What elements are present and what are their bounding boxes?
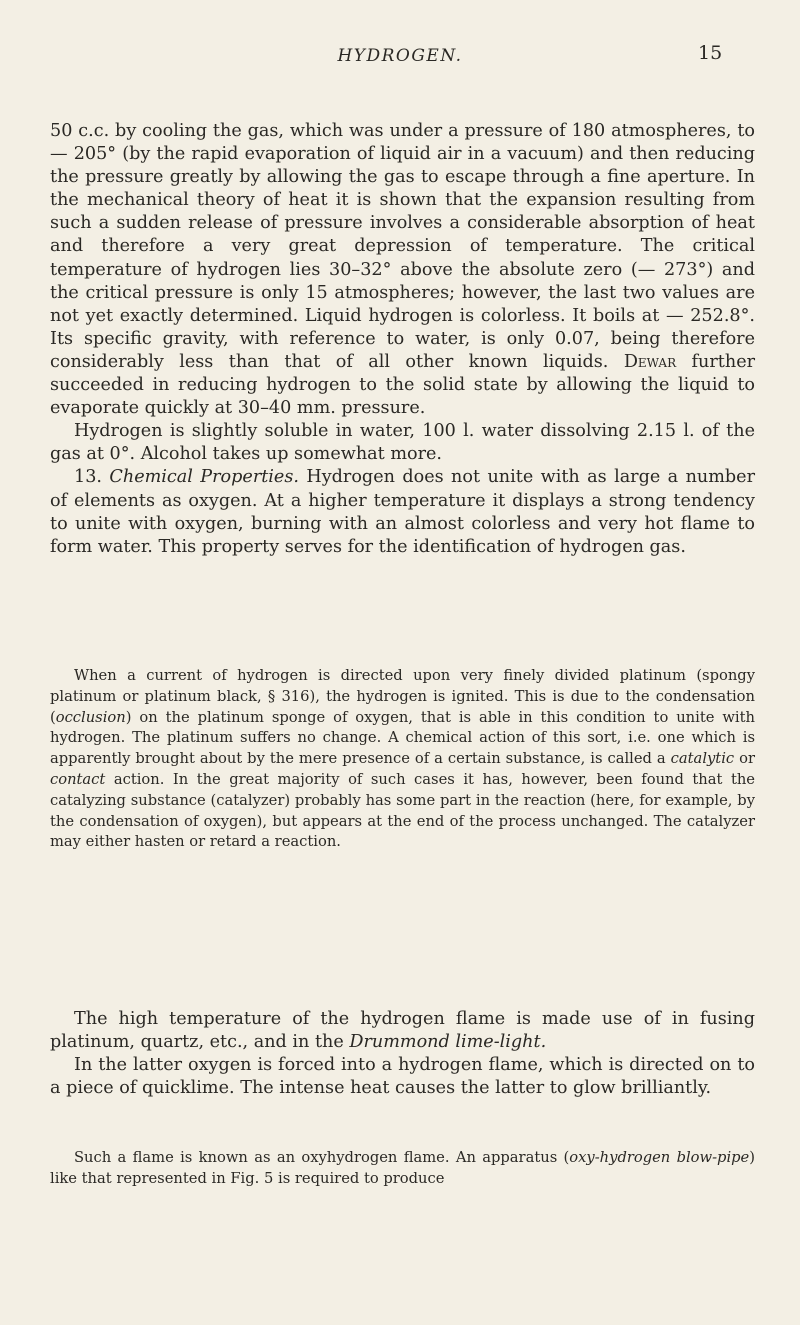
paragraph-text: When a current of hydrogen is directed upon very finely divided platinum (spongy platinum or platinum black, § 316), the hydrogen is ignited. This is due to the condensation ( — [50, 667, 755, 726]
paragraph-chemical-properties — [50, 466, 755, 558]
small-print-note-2 — [50, 1148, 755, 1190]
paragraph-text: Hydrogen does not unite with as large a number of elements as oxygen. At a higher temperature it displays a strong tendency to unite with oxygen, burning with an almost colorless and very hot flame to form water. This property serves for the identification of hydrogen gas. — [50, 467, 756, 557]
paragraph-high-temperature — [50, 1008, 755, 1054]
paragraph-text: or — [734, 750, 755, 768]
paragraph-solubility: Hydrogen is slightly soluble in water, 100 l. water dissolving 2.15 l. of the gas at 0°. Alcohol takes up somewhat more. — [50, 421, 755, 465]
main-text — [50, 120, 755, 559]
paragraph-oxyhydrogen — [50, 1148, 755, 1190]
paragraph-text: ) on the platinum sponge of oxygen, that is able in this condition to unite with hydrogen. The platinum suffers no change. A chemical action of this sort, i.e. one which is apparently brought about by the mere presence of a certain substance, is called a — [50, 708, 755, 768]
page-number: 15 — [698, 42, 723, 64]
paragraph-text: Such a flame is known as an oxyhydrogen flame. An apparatus ( — [74, 1149, 570, 1166]
section-number: 13. — [74, 467, 102, 488]
author-name: Dewar — [623, 351, 677, 372]
italic-term: contact — [50, 770, 106, 788]
running-title: HYDROGEN. — [337, 46, 463, 66]
paragraph-text: 50 c.c. by cooling the gas, which was under a pressure of 180 atmospheres, to — 205° (by the rapid evaporation of liquid air in a vacuum) and then reducing the pressure greatly by allowing the gas to escape through a fine aperture. In the mechanical theory of heat it is shown that the expansion resulting from such a sudden release of pressure involves a considerable absorption of heat and therefore a very great depression of temperature. The critical temperature of hydrogen lies 30–32° above the absolute zero (— 273°) and the critical pressure is only 15 atmospheres; however, the last two values are not yet exactly determined. Liquid hydrogen is colorless. It boils at — 252.8°. Its specific gravity, with reference to water, is only 0.07, being therefore considerably less than that of all other known liquids. — [50, 121, 755, 372]
paragraph-catalysis — [50, 666, 755, 853]
paragraph-quicklime: In the latter oxygen is forced into a hydrogen flame, which is directed on to a piece of quicklime. The intense heat causes the latter to glow brilliantly. — [50, 1055, 755, 1099]
paragraph-liquid-hydrogen — [50, 120, 755, 420]
paragraph-text: The high temperature of the hydrogen flame is made use of in fusing platinum, quartz, etc., and in the — [50, 1009, 755, 1053]
paragraph-text: ) like that represented in Fig. 5 is required to produce — [50, 1149, 755, 1187]
italic-term: oxy-hydrogen blow-pipe — [569, 1149, 750, 1166]
italic-term: catalytic — [670, 750, 735, 768]
italic-term: occlusion — [55, 708, 126, 726]
italic-term: Drummond lime-light. — [349, 1032, 547, 1053]
small-print-note — [50, 666, 755, 853]
paragraph-text: action. In the great majority of such cases it has, however, been found that the catalyzing substance (catalyzer) probably has some part in the reaction (here, for example, by the condensation of oxygen), but appears at the end of the process unchanged. The catalyzer may either hasten or retard a reaction. — [50, 770, 755, 851]
paragraph-text: further succeeded in reducing hydrogen to the solid state by allowing the liquid to evaporate quickly at 30–40 mm. pressure. — [50, 351, 756, 419]
main-text-continued — [50, 1008, 755, 1100]
section-heading: Chemical Properties. — [109, 467, 299, 488]
